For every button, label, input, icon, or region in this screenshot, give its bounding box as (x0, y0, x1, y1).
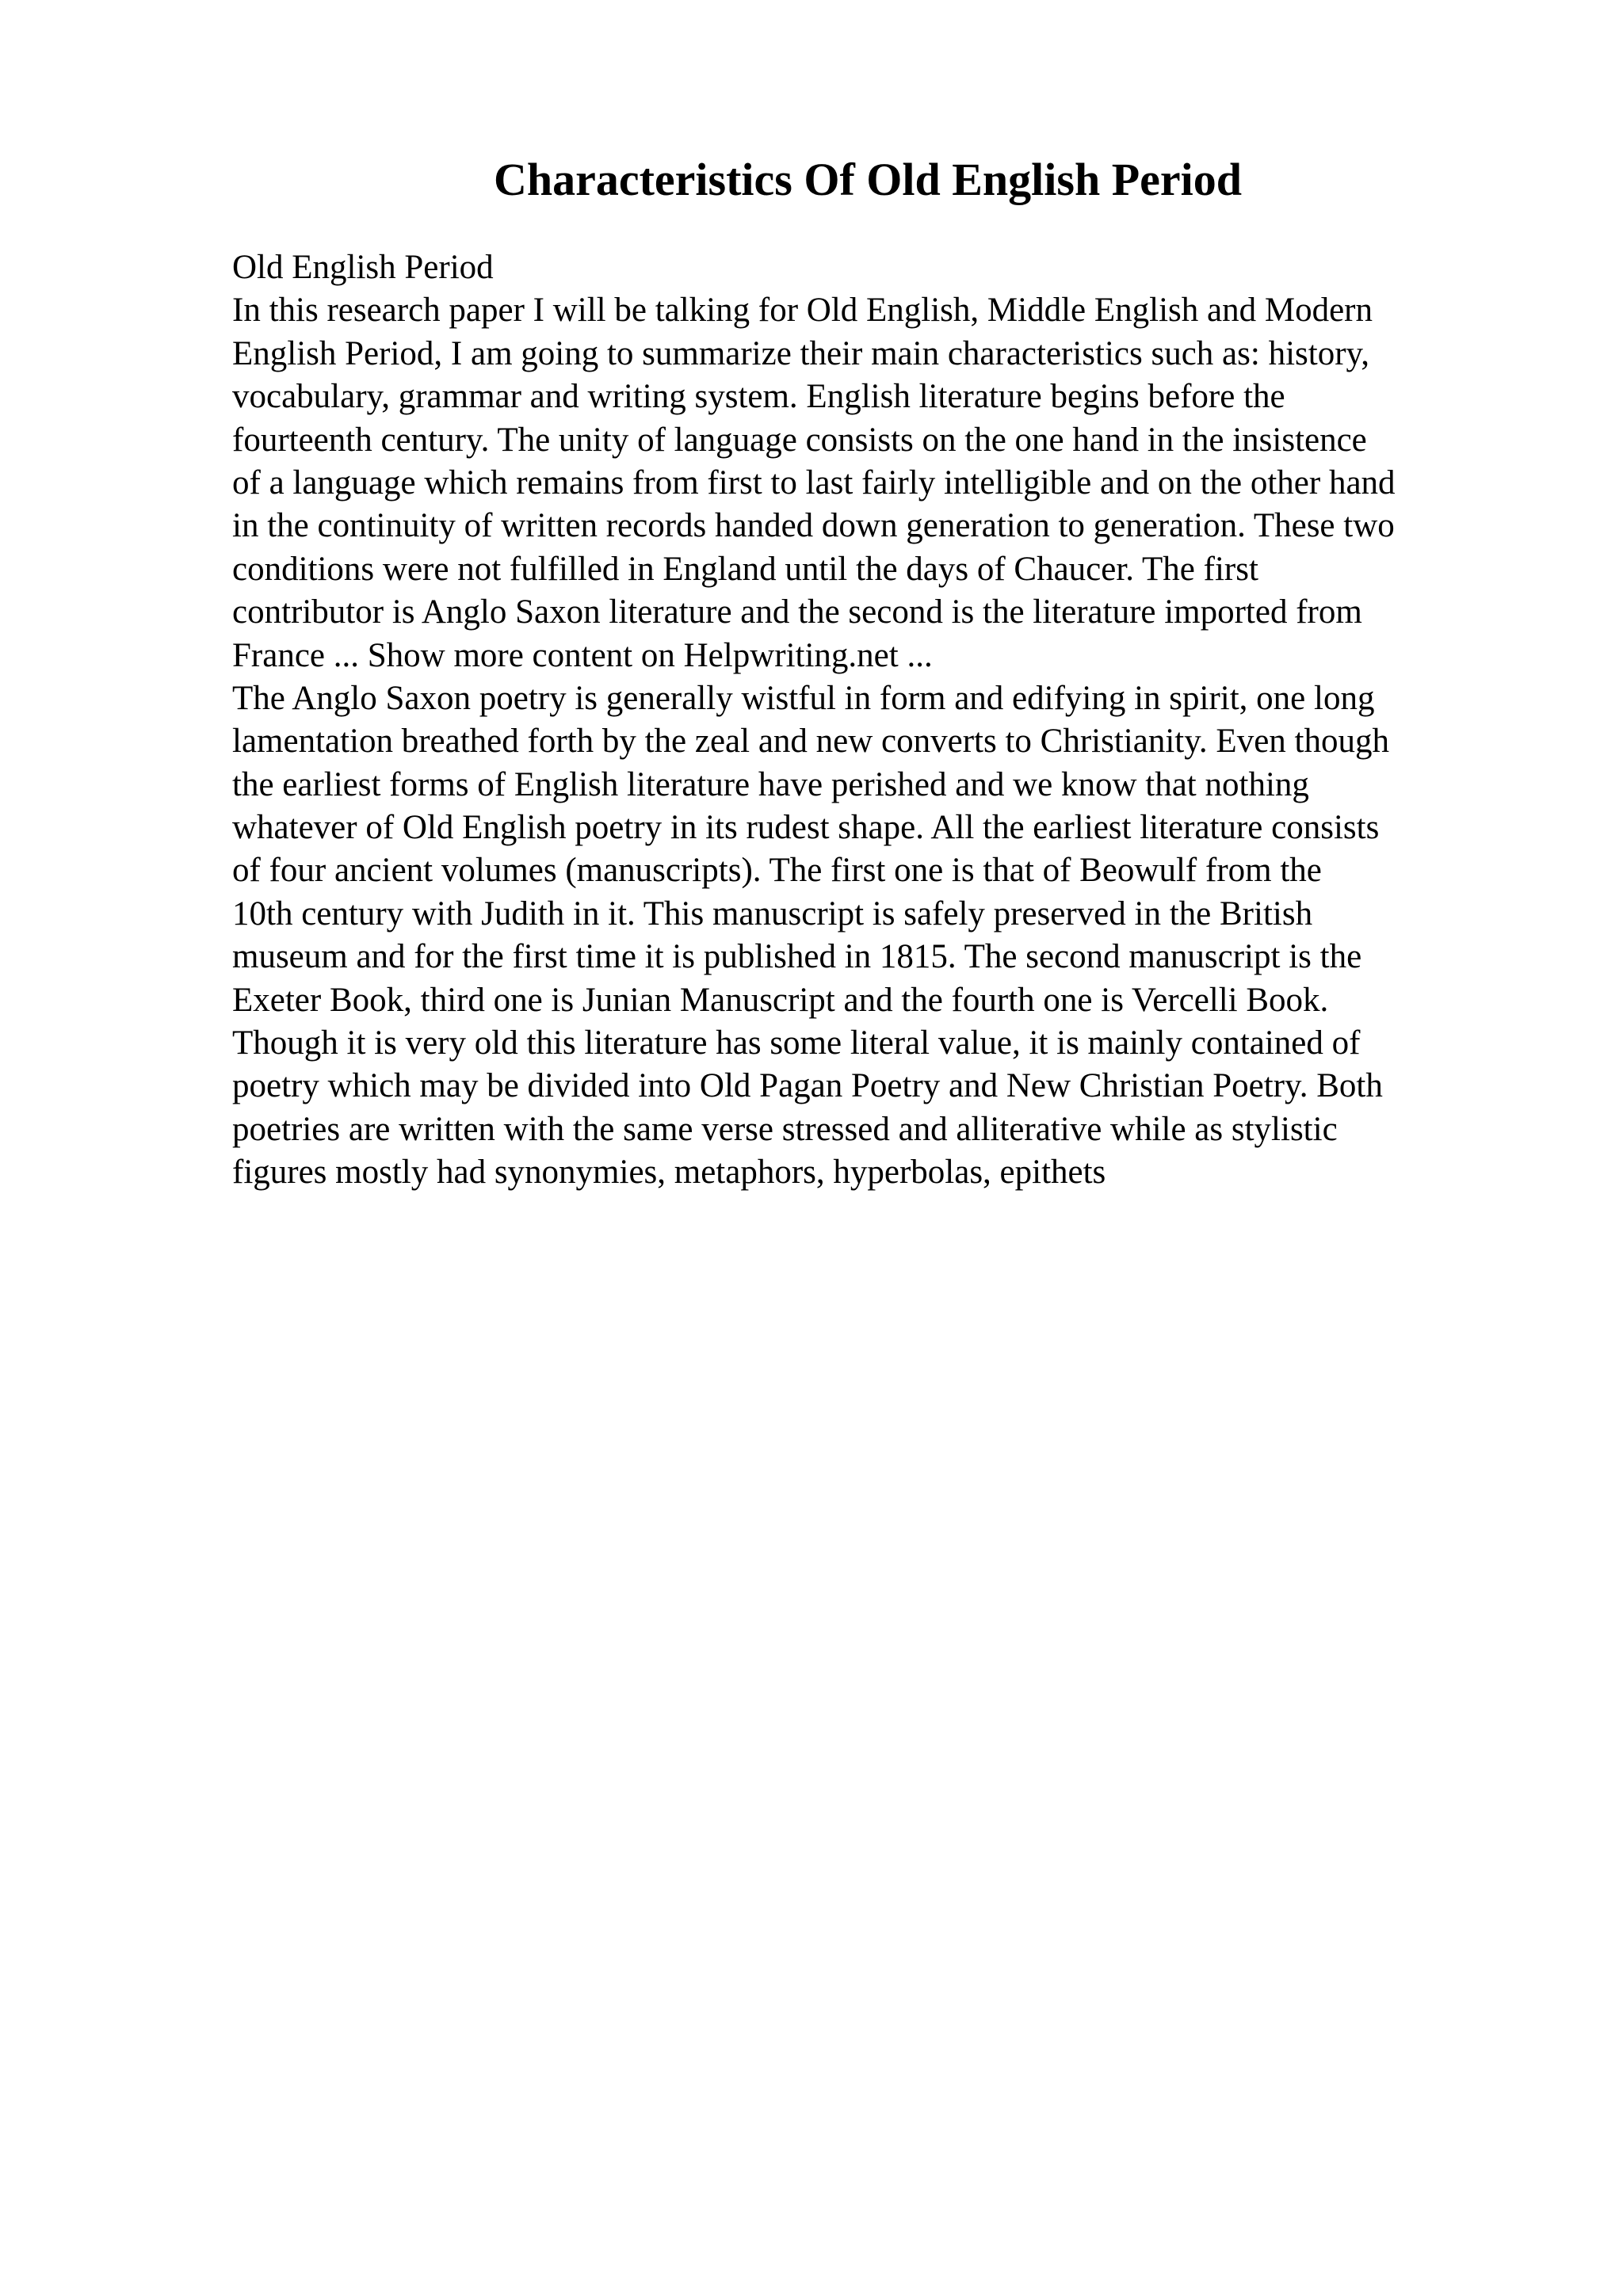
body-line: figures mostly had synonymies, metaphors, hyperbolas, epithets (232, 1154, 1106, 1192)
body-line: lamentation breathed forth by the zeal and new converts to Christianity. Even though (232, 723, 1389, 761)
body-line: English Period, I am going to summarize their main characteristics such as: history, (232, 334, 1369, 372)
body-line: of four ancient volumes (manuscripts). The first one is that of Beowulf from the (232, 852, 1322, 890)
body-line: Though it is very old this literature has some literal value, it is mainly contained of (232, 1024, 1361, 1062)
body-line: of a language which remains from first to last fairly intelligible and on the other hand (232, 463, 1396, 502)
body-line: fourteenth century. The unity of language consists on the one hand in the insistence (232, 421, 1367, 459)
body-line: vocabulary, grammar and writing system. English literature begins before the (232, 378, 1285, 416)
show-more-line: France ... Show more content on Helpwriting.net ... (232, 636, 933, 674)
body-line: conditions were not fulfilled in England until the days of Chaucer. The first (232, 550, 1258, 588)
body-line: poetry which may be divided into Old Pagan Poetry and New Christian Poetry. Both (232, 1067, 1383, 1105)
section-heading: Old English Period (232, 249, 494, 286)
body-line: 10th century with Judith in it. This manuscript is safely preserved in the British (232, 894, 1313, 933)
document-body (232, 246, 1532, 1195)
body-line: Exeter Book, third one is Junian Manuscript and the fourth one is Vercelli Book. (232, 981, 1329, 1019)
body-line: whatever of Old English poetry in its rudest shape. All the earliest literature consists (232, 809, 1380, 847)
body-line: contributor is Anglo Saxon literature and the second is the literature imported from (232, 593, 1362, 631)
body-line: poetries are written with the same verse stressed and alliterative while as stylistic (232, 1110, 1338, 1148)
body-line: in the continuity of written records handed down generation to generation. These two (232, 507, 1395, 545)
body-line: museum and for the first time it is published in 1815. The second manuscript is the (232, 938, 1362, 976)
body-line: In this research paper I will be talking for Old English, Middle English and Modern (232, 292, 1373, 330)
document-title: Characteristics Of Old English Period (493, 154, 1243, 205)
body-line: The Anglo Saxon poetry is generally wistful in form and edifying in spirit, one long (232, 679, 1375, 717)
body-line: the earliest forms of English literature have perished and we know that nothing (232, 765, 1309, 803)
